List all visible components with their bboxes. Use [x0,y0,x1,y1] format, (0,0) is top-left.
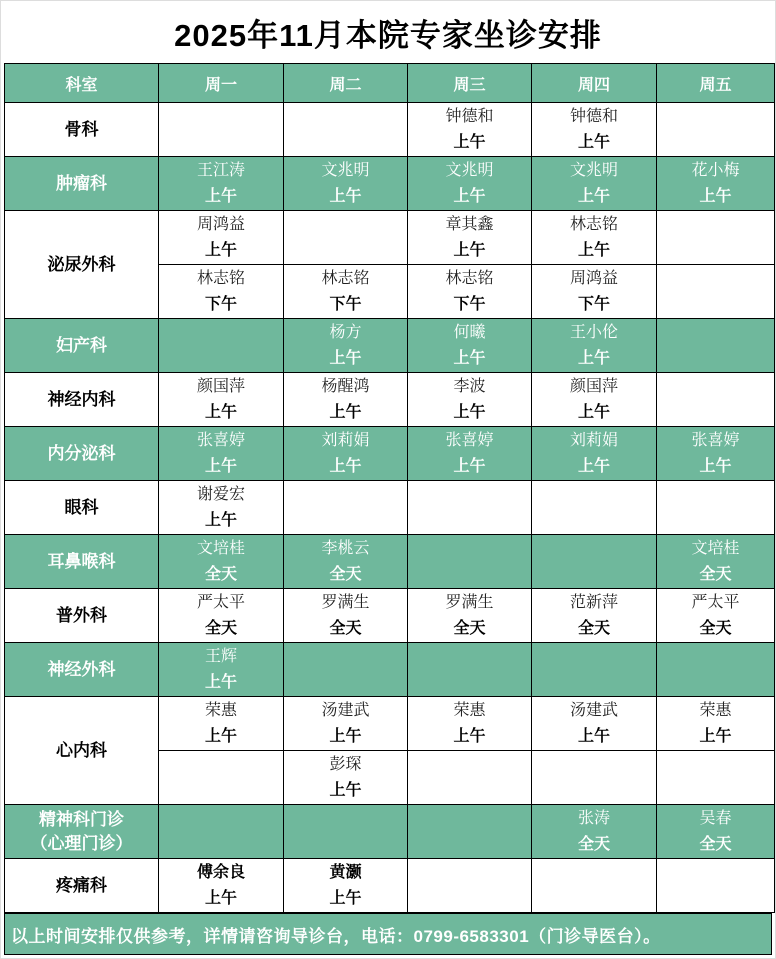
schedule-cell [284,697,408,751]
session-label: 上午 [453,727,486,745]
schedule-cell [284,481,408,535]
session-label: 上午 [453,241,486,259]
doctor-name: 钟德和 [569,107,618,125]
doctor-name: 黄灏 [329,863,362,881]
session-label: 上午 [204,241,237,259]
schedule-cell [532,211,657,265]
schedule-cell [532,157,657,211]
doctor-name: 林志铭 [196,269,245,287]
schedule-cell [408,805,532,859]
session-label: 上午 [577,133,610,151]
schedule-cell [159,319,284,373]
column-header-day: 周五 [657,64,775,103]
session-label: 上午 [204,889,237,907]
schedule-cell [657,427,775,481]
schedule-row [5,643,775,697]
session-label: 上午 [329,403,362,421]
session-label: 上午 [699,457,732,475]
footer-note: 以上时间安排仅供参考，详情请咨询导诊台，电话：0799-6583301（门诊导医台）。 [4,913,772,955]
doctor-name: 吴春 [699,809,732,827]
schedule-cell [408,103,532,157]
session-label: 上午 [577,349,610,367]
doctor-name: 傅余良 [196,863,245,881]
schedule-cell [159,643,284,697]
doctor-name: 颜国萍 [569,377,618,395]
dept-cell: 肿瘤科 [5,157,159,211]
session-label: 上午 [329,781,362,799]
doctor-name: 王小伦 [569,323,618,341]
schedule-cell [532,481,657,535]
session-label: 上午 [204,457,237,475]
schedule-row [5,859,775,913]
schedule-row [5,805,775,859]
doctor-name: 荣惠 [699,701,732,719]
session-label: 上午 [204,727,237,745]
schedule-cell [284,157,408,211]
schedule-cell [532,805,657,859]
schedule-cell [532,427,657,481]
schedule-cell [657,751,775,805]
schedule-cell [532,535,657,589]
schedule-cell [408,589,532,643]
doctor-name: 杨醒鸿 [321,377,370,395]
schedule-cell [284,805,408,859]
schedule-cell [532,373,657,427]
schedule-cell [284,265,408,319]
header-row [5,64,775,103]
doctor-name: 罗满生 [445,593,494,611]
schedule-cell [159,859,284,913]
schedule-cell [532,265,657,319]
doctor-name: 何曦 [453,323,486,341]
session-label: 上午 [453,457,486,475]
session-label: 下午 [577,295,610,313]
schedule-cell [532,751,657,805]
schedule-table [4,63,775,913]
schedule-cell [657,211,775,265]
schedule-row [5,697,775,751]
schedule-row [5,589,775,643]
schedule-row [5,427,775,481]
column-header-day: 周四 [532,64,657,103]
table-body [5,103,775,913]
session-label: 全天 [204,565,237,583]
schedule-cell [408,535,532,589]
schedule-row [5,373,775,427]
schedule-cell [408,751,532,805]
schedule-cell [657,265,775,319]
doctor-name: 李波 [453,377,486,395]
schedule-cell [408,697,532,751]
schedule-row [5,481,775,535]
doctor-name: 严太平 [196,593,245,611]
doctor-name: 文培桂 [691,539,740,557]
schedule-cell [159,157,284,211]
schedule-cell [408,265,532,319]
session-label: 上午 [204,673,237,691]
schedule-cell [159,535,284,589]
session-label: 上午 [699,727,732,745]
schedule-cell [657,589,775,643]
schedule-cell [284,319,408,373]
session-label: 上午 [453,403,486,421]
schedule-cell [657,103,775,157]
doctor-name: 章其鑫 [445,215,494,233]
doctor-name: 严太平 [691,593,740,611]
schedule-cell [284,859,408,913]
schedule-cell [159,427,284,481]
session-label: 上午 [577,457,610,475]
session-label: 全天 [329,565,362,583]
doctor-name: 杨方 [329,323,362,341]
session-label: 上午 [453,349,486,367]
doctor-name: 谢爱宏 [196,485,245,503]
schedule-cell [284,751,408,805]
column-header-dept: 科室 [5,64,159,103]
session-label: 全天 [699,835,732,853]
schedule-cell [657,157,775,211]
session-label: 上午 [577,403,610,421]
schedule-cell [159,589,284,643]
column-header-day: 周三 [408,64,532,103]
doctor-name: 荣惠 [453,701,486,719]
session-label: 全天 [204,619,237,637]
dept-cell: 疼痛科 [5,859,159,913]
schedule-cell [657,697,775,751]
schedule-cell [284,211,408,265]
session-label: 上午 [329,349,362,367]
doctor-name: 文培桂 [196,539,245,557]
session-label: 上午 [329,727,362,745]
doctor-name: 文兆明 [569,161,618,179]
doctor-name: 王辉 [204,647,237,665]
doctor-name: 钟德和 [445,107,494,125]
dept-cell: 骨科 [5,103,159,157]
schedule-cell [159,751,284,805]
dept-cell: 神经外科 [5,643,159,697]
doctor-name: 王江涛 [196,161,245,179]
session-label: 全天 [699,565,732,583]
session-label: 全天 [577,835,610,853]
schedule-cell [408,481,532,535]
schedule-cell [657,373,775,427]
dept-cell: 精神科门诊 （心理门诊） [5,805,159,859]
session-label: 上午 [204,403,237,421]
session-label: 全天 [453,619,486,637]
doctor-name: 汤建武 [569,701,618,719]
doctor-name: 文兆明 [321,161,370,179]
schedule-row [5,211,775,265]
schedule-cell [408,211,532,265]
schedule-cell [532,319,657,373]
doctor-name: 张喜婷 [196,431,245,449]
schedule-cell [159,265,284,319]
column-header-day: 周一 [159,64,284,103]
schedule-row [5,157,775,211]
schedule-cell [657,643,775,697]
schedule-cell [657,481,775,535]
schedule-row [5,535,775,589]
session-label: 下午 [453,295,486,313]
page-title: 2025年11月本院专家坐诊安排 [174,17,602,53]
session-label: 上午 [577,727,610,745]
schedule-row [5,319,775,373]
schedule-cell [657,319,775,373]
schedule-cell [657,859,775,913]
session-label: 上午 [453,133,486,151]
schedule-cell [159,805,284,859]
schedule-cell [159,481,284,535]
doctor-name: 颜国萍 [196,377,245,395]
dept-cell: 眼科 [5,481,159,535]
doctor-name: 彭琛 [329,755,362,773]
schedule-cell [408,157,532,211]
schedule-cell [408,643,532,697]
session-label: 下午 [204,295,237,313]
doctor-name: 周鸿益 [569,269,618,287]
schedule-cell [408,427,532,481]
doctor-name: 林志铭 [445,269,494,287]
schedule-cell [657,535,775,589]
doctor-name: 荣惠 [204,701,237,719]
doctor-name: 林志铭 [321,269,370,287]
dept-cell: 耳鼻喉科 [5,535,159,589]
schedule-row [5,103,775,157]
session-label: 上午 [329,187,362,205]
session-label: 上午 [453,187,486,205]
dept-cell: 泌尿外科 [5,211,159,319]
doctor-name: 汤建武 [321,701,370,719]
schedule-cell [532,697,657,751]
schedule-cell [284,103,408,157]
schedule-cell [284,643,408,697]
session-label: 上午 [577,187,610,205]
doctor-name: 张喜婷 [445,431,494,449]
schedule-cell [284,427,408,481]
schedule-cell [408,373,532,427]
session-label: 上午 [204,187,237,205]
session-label: 上午 [329,889,362,907]
schedule-cell [532,859,657,913]
dept-cell: 普外科 [5,589,159,643]
doctor-name: 文兆明 [445,161,494,179]
doctor-name: 张涛 [577,809,610,827]
session-label: 全天 [577,619,610,637]
session-label: 下午 [329,295,362,313]
session-label: 上午 [699,187,732,205]
schedule-cell [159,373,284,427]
dept-cell: 内分泌科 [5,427,159,481]
session-label: 全天 [329,619,362,637]
session-label: 上午 [577,241,610,259]
dept-cell: 妇产科 [5,319,159,373]
schedule-cell [159,211,284,265]
schedule-cell [159,697,284,751]
schedule-cell [532,643,657,697]
doctor-name: 张喜婷 [691,431,740,449]
table-header [5,64,775,103]
session-label: 上午 [329,457,362,475]
schedule-cell [408,859,532,913]
doctor-name: 林志铭 [569,215,618,233]
doctor-name: 刘莉娟 [569,431,618,449]
schedule-cell [284,535,408,589]
schedule-cell [532,103,657,157]
session-label: 上午 [204,511,237,529]
schedule-cell [657,805,775,859]
doctor-name: 罗满生 [321,593,370,611]
doctor-name: 范新萍 [569,593,618,611]
schedule-cell [284,589,408,643]
doctor-name: 李桃云 [321,539,370,557]
doctor-name: 花小梅 [691,161,740,179]
doctor-name: 周鸿益 [196,215,245,233]
dept-cell: 神经内科 [5,373,159,427]
schedule-cell [159,103,284,157]
schedule-cell [284,373,408,427]
column-header-day: 周二 [284,64,408,103]
session-label: 全天 [699,619,732,637]
schedule-cell [532,589,657,643]
doctor-name: 刘莉娟 [321,431,370,449]
schedule-cell [408,319,532,373]
dept-cell: 心内科 [5,697,159,805]
